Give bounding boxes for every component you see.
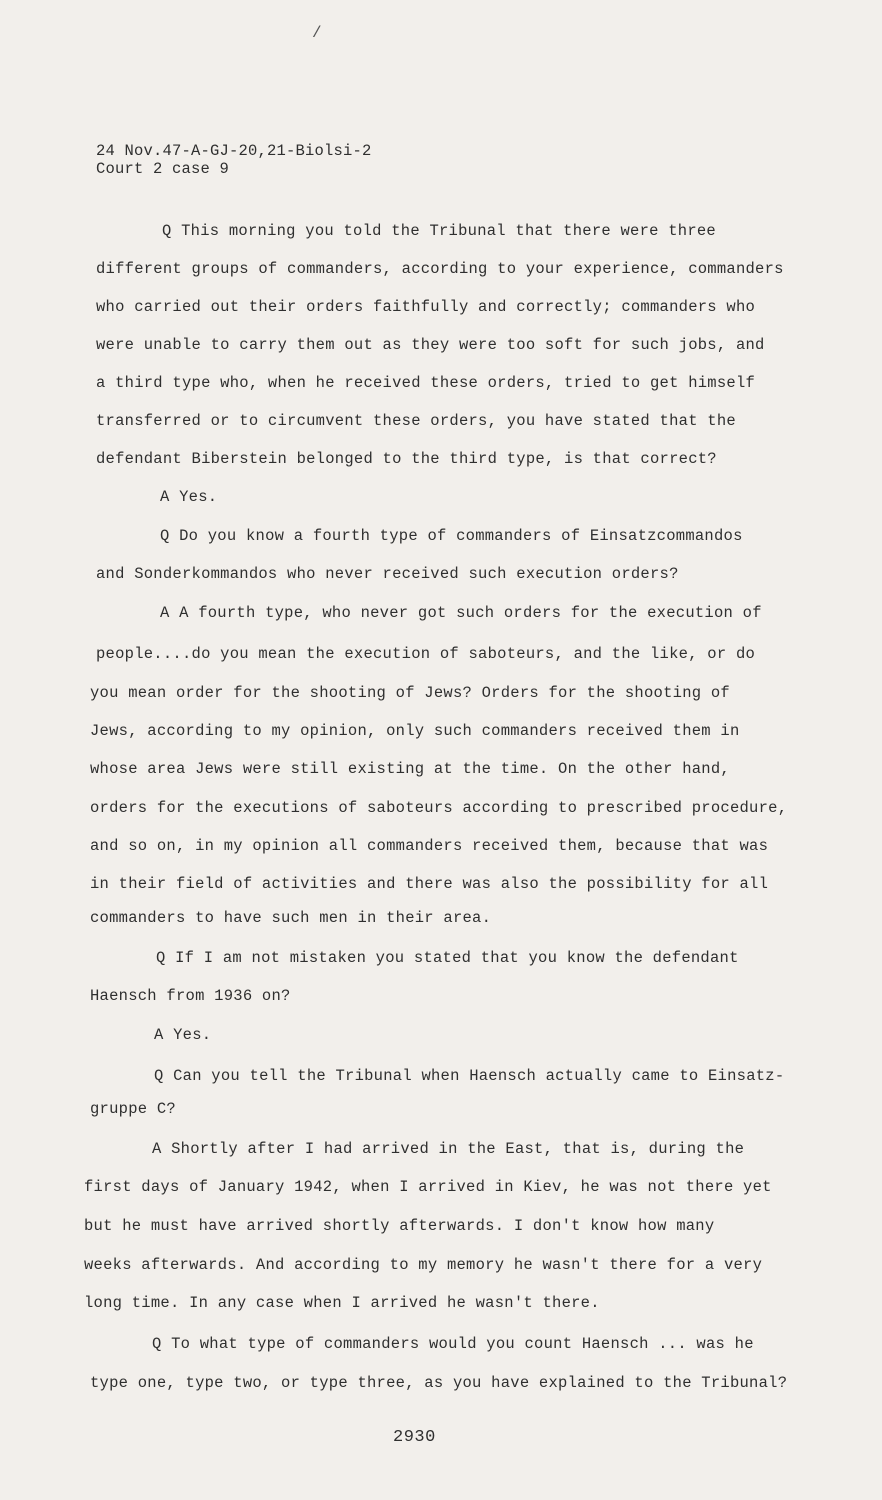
text-line: commanders to have such men in their area. xyxy=(90,909,492,927)
text-line: Jews, according to my opinion, only such commanders received them in xyxy=(90,722,740,740)
text-line: who carried out their orders faithfully and correctly; commanders who xyxy=(96,298,756,316)
page-number: 2930 xyxy=(393,1428,436,1447)
text-line: people....do you mean the execution of saboteurs, and the like, or do xyxy=(96,645,756,663)
text-line: Haensch from 1936 on? xyxy=(90,987,291,1005)
text-line: but he must have arrived shortly afterwards. I don't know how many xyxy=(84,1217,715,1235)
text-line: A Shortly after I had arrived in the East, that is, during the xyxy=(152,1140,745,1158)
text-line: and Sonderkommandos who never received such execution orders? xyxy=(96,565,679,583)
document-header xyxy=(96,142,372,178)
text-line: Q If I am not mistaken you stated that you know the defendant xyxy=(156,949,739,967)
text-line: Q Do you know a fourth type of commanders of Einsatzcommandos xyxy=(160,527,743,545)
text-line: type one, type two, or type three, as you have explained to the Tribunal? xyxy=(90,1374,788,1392)
text-line: weeks afterwards. And according to my memory he wasn't there for a very xyxy=(84,1256,763,1274)
handwritten-mark: / xyxy=(312,24,322,42)
text-line: Q This morning you told the Tribunal that there were three xyxy=(162,222,716,240)
text-line: first days of January 1942, when I arrived in Kiev, he was not there yet xyxy=(84,1178,772,1196)
text-line: gruppe C? xyxy=(90,1100,176,1118)
text-line: and so on, in my opinion all commanders received them, because that was xyxy=(90,837,769,855)
text-line: defendant Biberstein belonged to the third type, is that correct? xyxy=(96,450,717,468)
header-court-case: Court 2 case 9 xyxy=(96,160,230,178)
text-line: A A fourth type, who never got such orders for the execution of xyxy=(160,604,762,622)
header-reference: 24 Nov.47-A-GJ-20,21-Biolsi-2 xyxy=(96,142,372,160)
text-line: Q To what type of commanders would you count Haensch ... was he xyxy=(152,1335,754,1353)
text-line: whose area Jews were still existing at the time. On the other hand, xyxy=(90,760,730,778)
text-line: A Yes. xyxy=(160,488,218,506)
text-line: you mean order for the shooting of Jews? Orders for the shooting of xyxy=(90,684,730,702)
text-line: orders for the executions of saboteurs according to prescribed procedure, xyxy=(90,799,788,817)
text-line: long time. In any case when I arrived he wasn't there. xyxy=(84,1294,600,1312)
text-line: Q Can you tell the Tribunal when Haensch actually came to Einsatz- xyxy=(154,1067,785,1085)
text-line: transferred or to circumvent these orders, you have stated that the xyxy=(96,412,736,430)
text-line: A Yes. xyxy=(154,1026,212,1044)
text-line: in their field of activities and there was also the possibility for all xyxy=(90,875,769,893)
text-line: different groups of commanders, according to your experience, commanders xyxy=(96,260,784,278)
text-line: were unable to carry them out as they were too soft for such jobs, and xyxy=(96,336,765,354)
text-line: a third type who, when he received these orders, tried to get himself xyxy=(96,374,756,392)
